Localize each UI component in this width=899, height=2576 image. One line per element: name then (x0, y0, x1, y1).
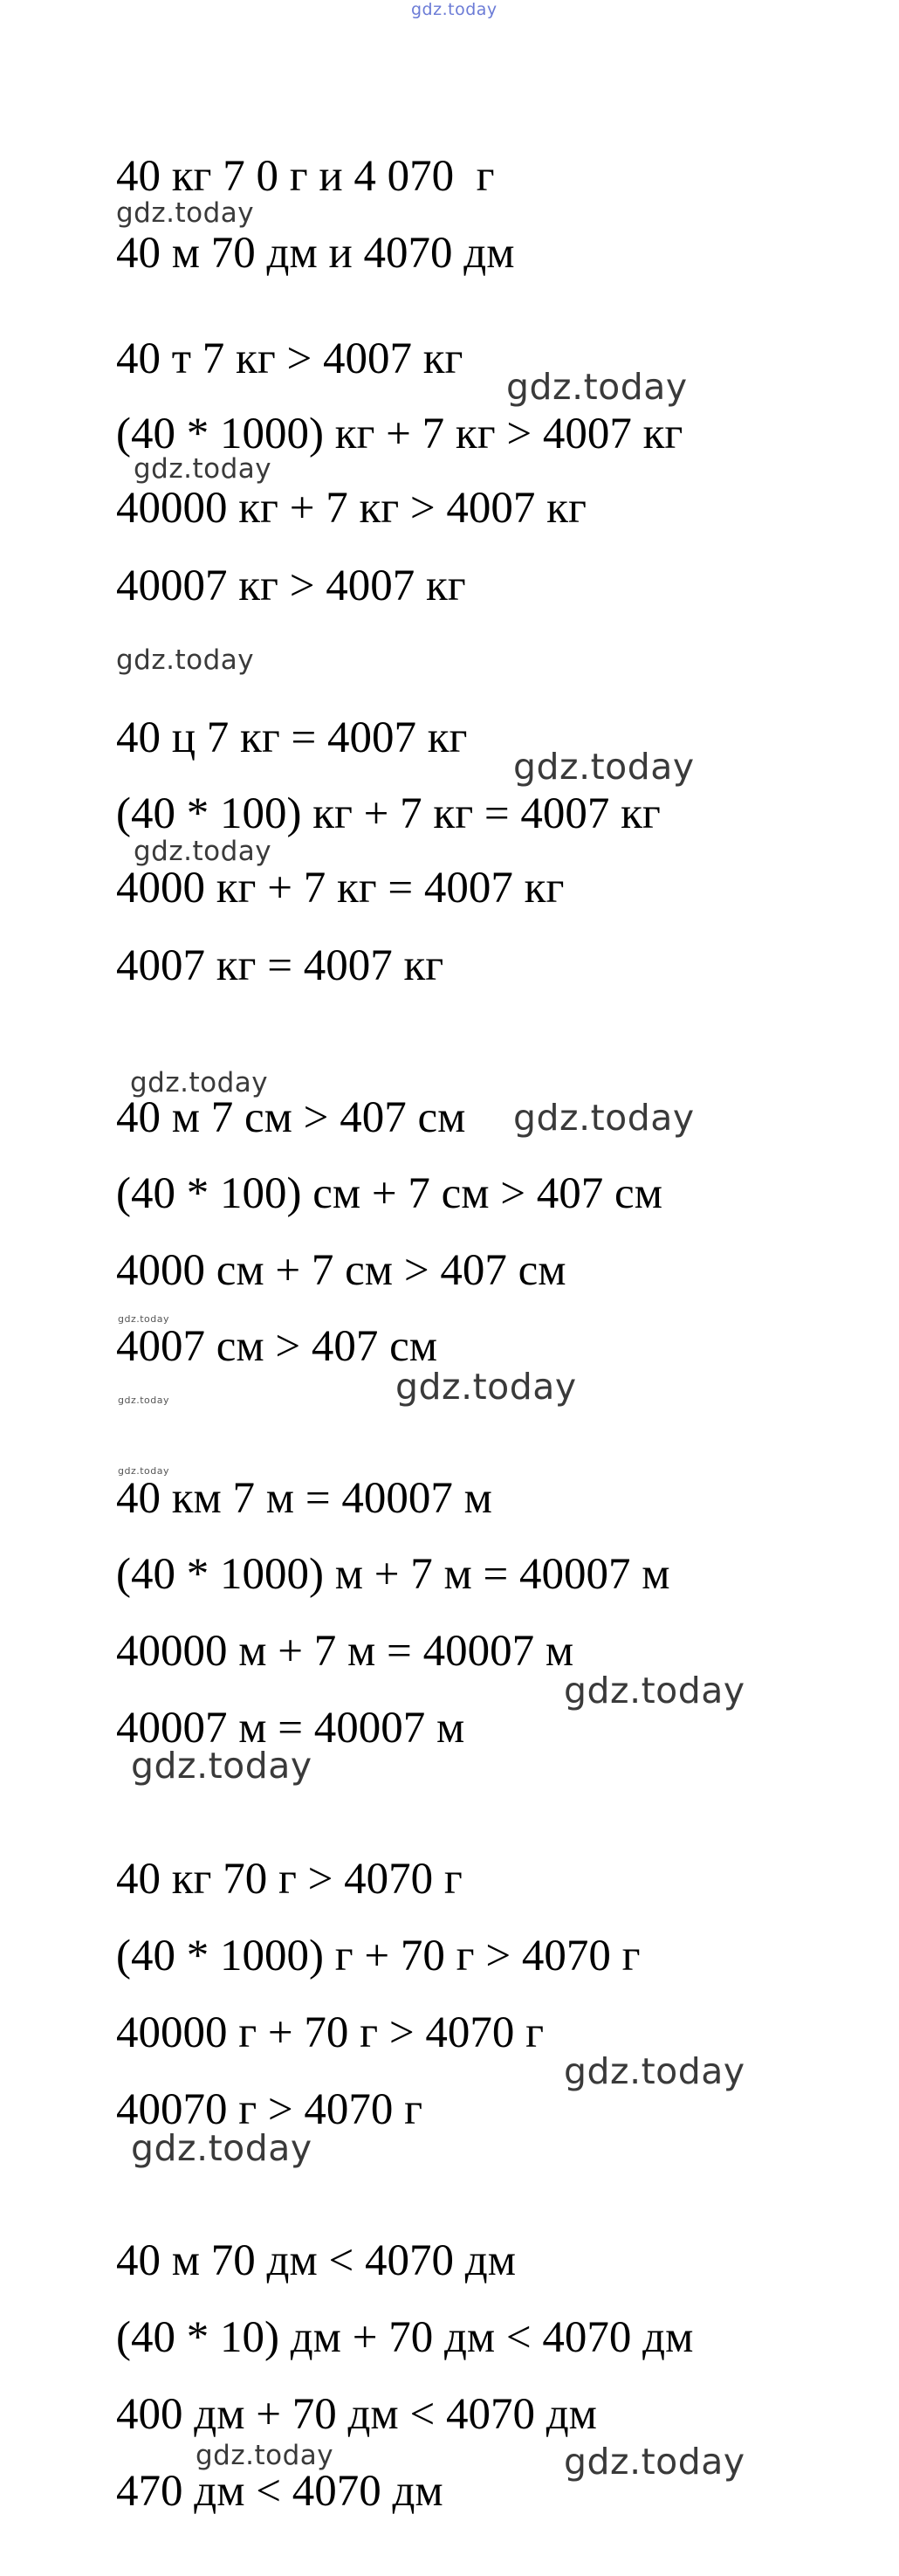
watermark: gdz.today (134, 836, 272, 867)
math-line: 40 м 7 см > 407 см (116, 1093, 466, 1142)
watermark: gdz.today (564, 1670, 745, 1712)
watermark: gdz.today (118, 1465, 170, 1477)
math-line: 40 м 70 дм и 4070 дм (116, 229, 515, 278)
math-line: 40070 г > 4070 г (116, 2085, 423, 2134)
math-line: (40 * 1000) м + 7 м = 40007 м (116, 1550, 670, 1599)
math-line: 4007 кг = 4007 кг (116, 941, 444, 990)
math-line: 400 дм + 70 дм < 4070 дм (116, 2390, 597, 2439)
math-line: 40000 м + 7 м = 40007 м (116, 1627, 574, 1676)
watermark: gdz.today (118, 1313, 170, 1325)
math-line: 4007 см > 407 см (116, 1322, 438, 1371)
math-line: (40 * 1000) г + 70 г > 4070 г (116, 1932, 641, 1980)
watermark: gdz.today (134, 453, 272, 485)
math-line: (40 * 100) кг + 7 кг = 4007 кг (116, 789, 661, 838)
math-line: 40007 м = 40007 м (116, 1704, 465, 1753)
math-line: 40000 кг + 7 кг > 4007 кг (116, 484, 587, 533)
watermark: gdz.today (564, 2441, 745, 2483)
math-line: (40 * 10) дм + 70 дм < 4070 дм (116, 2313, 694, 2362)
math-line: 40 ц 7 кг = 4007 кг (116, 713, 468, 762)
math-line: 40 кг 70 г > 4070 г (116, 1855, 463, 1904)
math-line: (40 * 1000) кг + 7 кг > 4007 кг (116, 410, 683, 458)
watermark: gdz.today (564, 2050, 745, 2092)
math-line: 40 т 7 кг > 4007 кг (116, 334, 463, 383)
watermark: gdz.today (506, 366, 688, 408)
watermark: gdz.today (513, 746, 695, 788)
math-line: 40000 г + 70 г > 4070 г (116, 2008, 545, 2057)
watermark: gdz.today (118, 1395, 170, 1406)
math-line: 40 кг 7 0 г и 4 070 г (116, 152, 495, 201)
top-watermark: gdz.today (411, 0, 498, 19)
math-line: 4000 кг + 7 кг = 4007 кг (116, 864, 565, 913)
math-line: 40 км 7 м = 40007 м (116, 1474, 492, 1523)
watermark: gdz.today (116, 644, 255, 676)
math-line: (40 * 100) см + 7 см > 407 см (116, 1169, 662, 1218)
watermark: gdz.today (116, 197, 255, 229)
math-line: 40007 кг > 4007 кг (116, 561, 466, 610)
watermark: gdz.today (131, 1745, 312, 1787)
watermark: gdz.today (130, 1067, 269, 1099)
watermark: gdz.today (513, 1097, 695, 1139)
math-line: 470 дм < 4070 дм (116, 2467, 443, 2516)
watermark: gdz.today (395, 1366, 577, 1408)
math-line: 4000 см + 7 см > 407 см (116, 1246, 566, 1295)
watermark: gdz.today (131, 2127, 312, 2169)
watermark: gdz.today (196, 2440, 334, 2471)
math-line: 40 м 70 дм < 4070 дм (116, 2236, 516, 2285)
